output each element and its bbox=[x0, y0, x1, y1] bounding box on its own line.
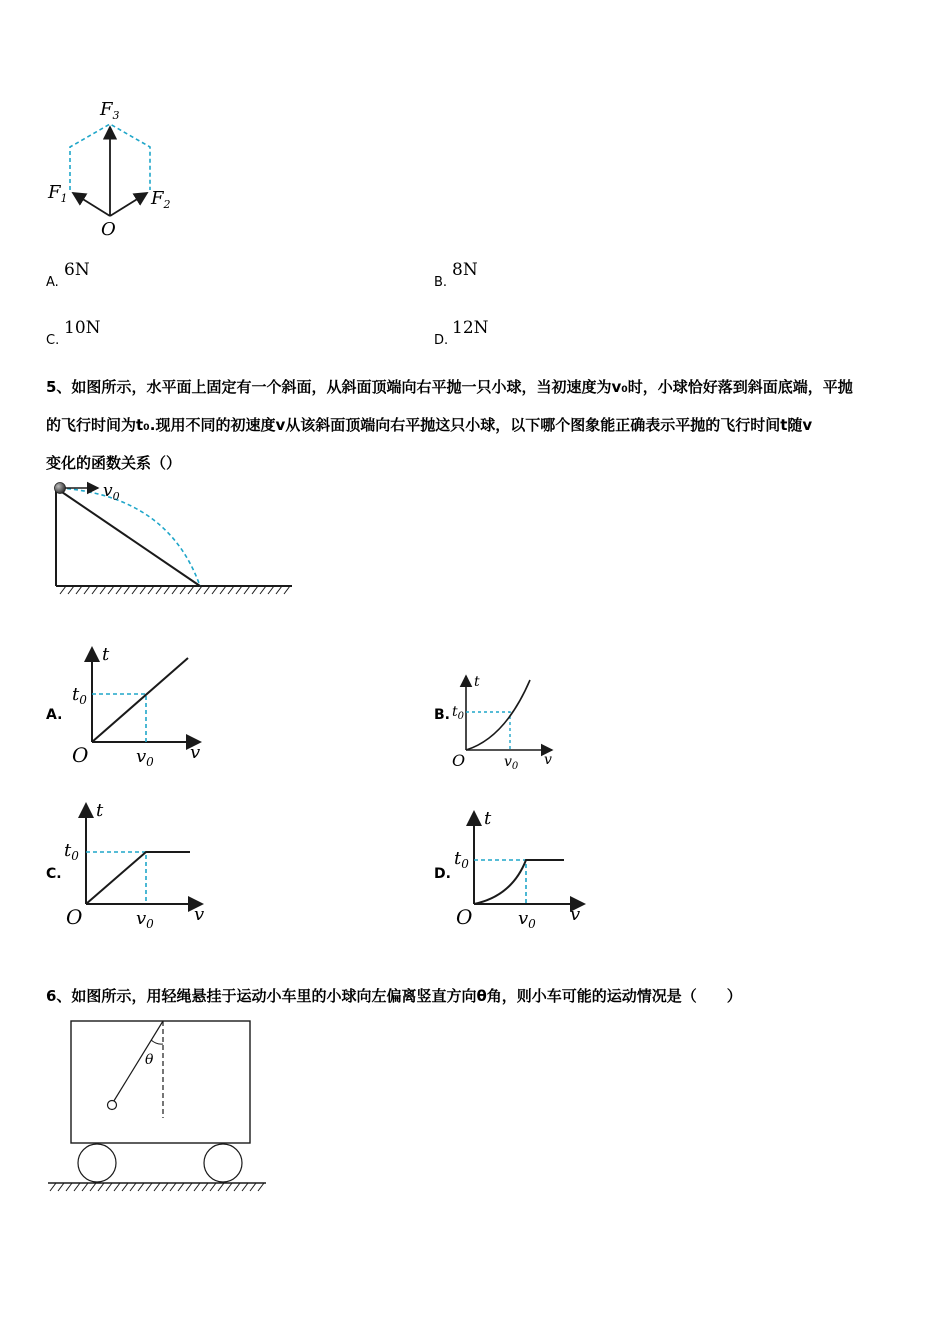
option-value: 10N bbox=[64, 318, 101, 338]
svg-text:v: v bbox=[570, 904, 581, 925]
graph-b bbox=[450, 668, 590, 776]
angle-label: θ bbox=[145, 1052, 154, 1068]
svg-text:t: t bbox=[102, 644, 110, 665]
graph-a bbox=[66, 640, 216, 770]
angle-arc bbox=[151, 1040, 163, 1044]
string bbox=[112, 1021, 163, 1104]
graph-curve bbox=[466, 680, 530, 750]
svg-text:v: v bbox=[544, 752, 552, 768]
label-f2: $F_2$ bbox=[151, 188, 171, 211]
svg-text:v0: $v_0$ bbox=[504, 754, 519, 772]
vector-f2 bbox=[110, 193, 147, 216]
incline-diagram bbox=[48, 478, 298, 600]
option-label: C. bbox=[46, 333, 60, 348]
option-label: A. bbox=[46, 707, 63, 723]
ground-hatching bbox=[50, 1183, 264, 1191]
q5-text-line-3: 变化的函数关系（） bbox=[46, 454, 182, 472]
svg-text:t0: $t_0$ bbox=[454, 848, 469, 871]
q5-text-line-2: 的飞行时间为t₀.现用不同的初速度v从该斜面顶端向右平抛这只小球，以下哪个图象能正确表示平抛的飞行时间t随v bbox=[46, 416, 813, 434]
option-label: D. bbox=[434, 333, 449, 348]
pendulum-ball bbox=[108, 1101, 117, 1110]
graph-curve bbox=[92, 658, 188, 742]
svg-text:t0: $t_0$ bbox=[72, 684, 87, 707]
q5-option-d[interactable] bbox=[434, 804, 594, 934]
q4-option-b[interactable] bbox=[434, 260, 554, 292]
vector-f1 bbox=[73, 193, 110, 216]
svg-text:v0: $v_0$ bbox=[518, 908, 536, 931]
option-value: 8N bbox=[452, 260, 478, 280]
svg-text:t: t bbox=[484, 808, 492, 829]
ball bbox=[55, 483, 66, 494]
cart-diagram bbox=[46, 1016, 270, 1198]
option-label: B. bbox=[434, 707, 450, 723]
svg-text:v0: $v_0$ bbox=[136, 746, 154, 769]
graph-d bbox=[452, 804, 594, 934]
label-f1: $F_1$ bbox=[48, 182, 68, 205]
svg-text:O: O bbox=[66, 905, 83, 929]
option-value: 12N bbox=[452, 318, 489, 338]
svg-text:t0: $t_0$ bbox=[64, 840, 79, 863]
graph-c bbox=[64, 796, 216, 936]
svg-text:O: O bbox=[72, 743, 89, 767]
svg-text:O: O bbox=[456, 905, 473, 929]
label-v0: $v_0$ bbox=[103, 481, 120, 503]
label-f3: $F_3$ bbox=[100, 99, 120, 122]
svg-text:v: v bbox=[194, 904, 205, 925]
q5-text-line-1: 5、如图所示，水平面上固定有一个斜面，从斜面顶端向右平抛一只小球，当初速度为v₀时，小球恰好落到斜面底端，平抛 bbox=[46, 378, 853, 396]
ground-hatching bbox=[60, 586, 290, 594]
q4-option-c[interactable] bbox=[46, 318, 166, 350]
svg-text:t0: $t_0$ bbox=[452, 704, 465, 722]
option-label: B. bbox=[434, 275, 448, 290]
graph-curve bbox=[86, 852, 190, 904]
graph-curve bbox=[474, 860, 564, 904]
option-value: 6N bbox=[64, 260, 90, 280]
q5-option-a[interactable] bbox=[46, 640, 216, 770]
svg-text:v0: $v_0$ bbox=[136, 908, 154, 931]
option-label: C. bbox=[46, 866, 62, 882]
svg-text:v: v bbox=[190, 742, 201, 763]
option-label: A. bbox=[46, 275, 59, 290]
wheel-left bbox=[78, 1144, 116, 1182]
q4-option-d[interactable] bbox=[434, 318, 554, 350]
cart-body bbox=[71, 1021, 250, 1143]
option-label: D. bbox=[434, 866, 451, 882]
q5-option-c[interactable] bbox=[46, 796, 216, 936]
q6-text-line-1: 6、如图所示，用轻绳悬挂于运动小车里的小球向左偏离竖直方向θ角，则小车可能的运动情况是（ ） bbox=[46, 987, 742, 1005]
svg-text:t: t bbox=[96, 800, 104, 821]
incline-slope bbox=[56, 488, 200, 586]
svg-text:t: t bbox=[474, 674, 480, 690]
force-diagram bbox=[40, 95, 190, 245]
q5-option-b[interactable] bbox=[434, 668, 594, 776]
label-origin: O bbox=[101, 219, 116, 240]
svg-text:O: O bbox=[452, 751, 466, 770]
q4-option-a[interactable] bbox=[46, 260, 166, 292]
wheel-right bbox=[204, 1144, 242, 1182]
